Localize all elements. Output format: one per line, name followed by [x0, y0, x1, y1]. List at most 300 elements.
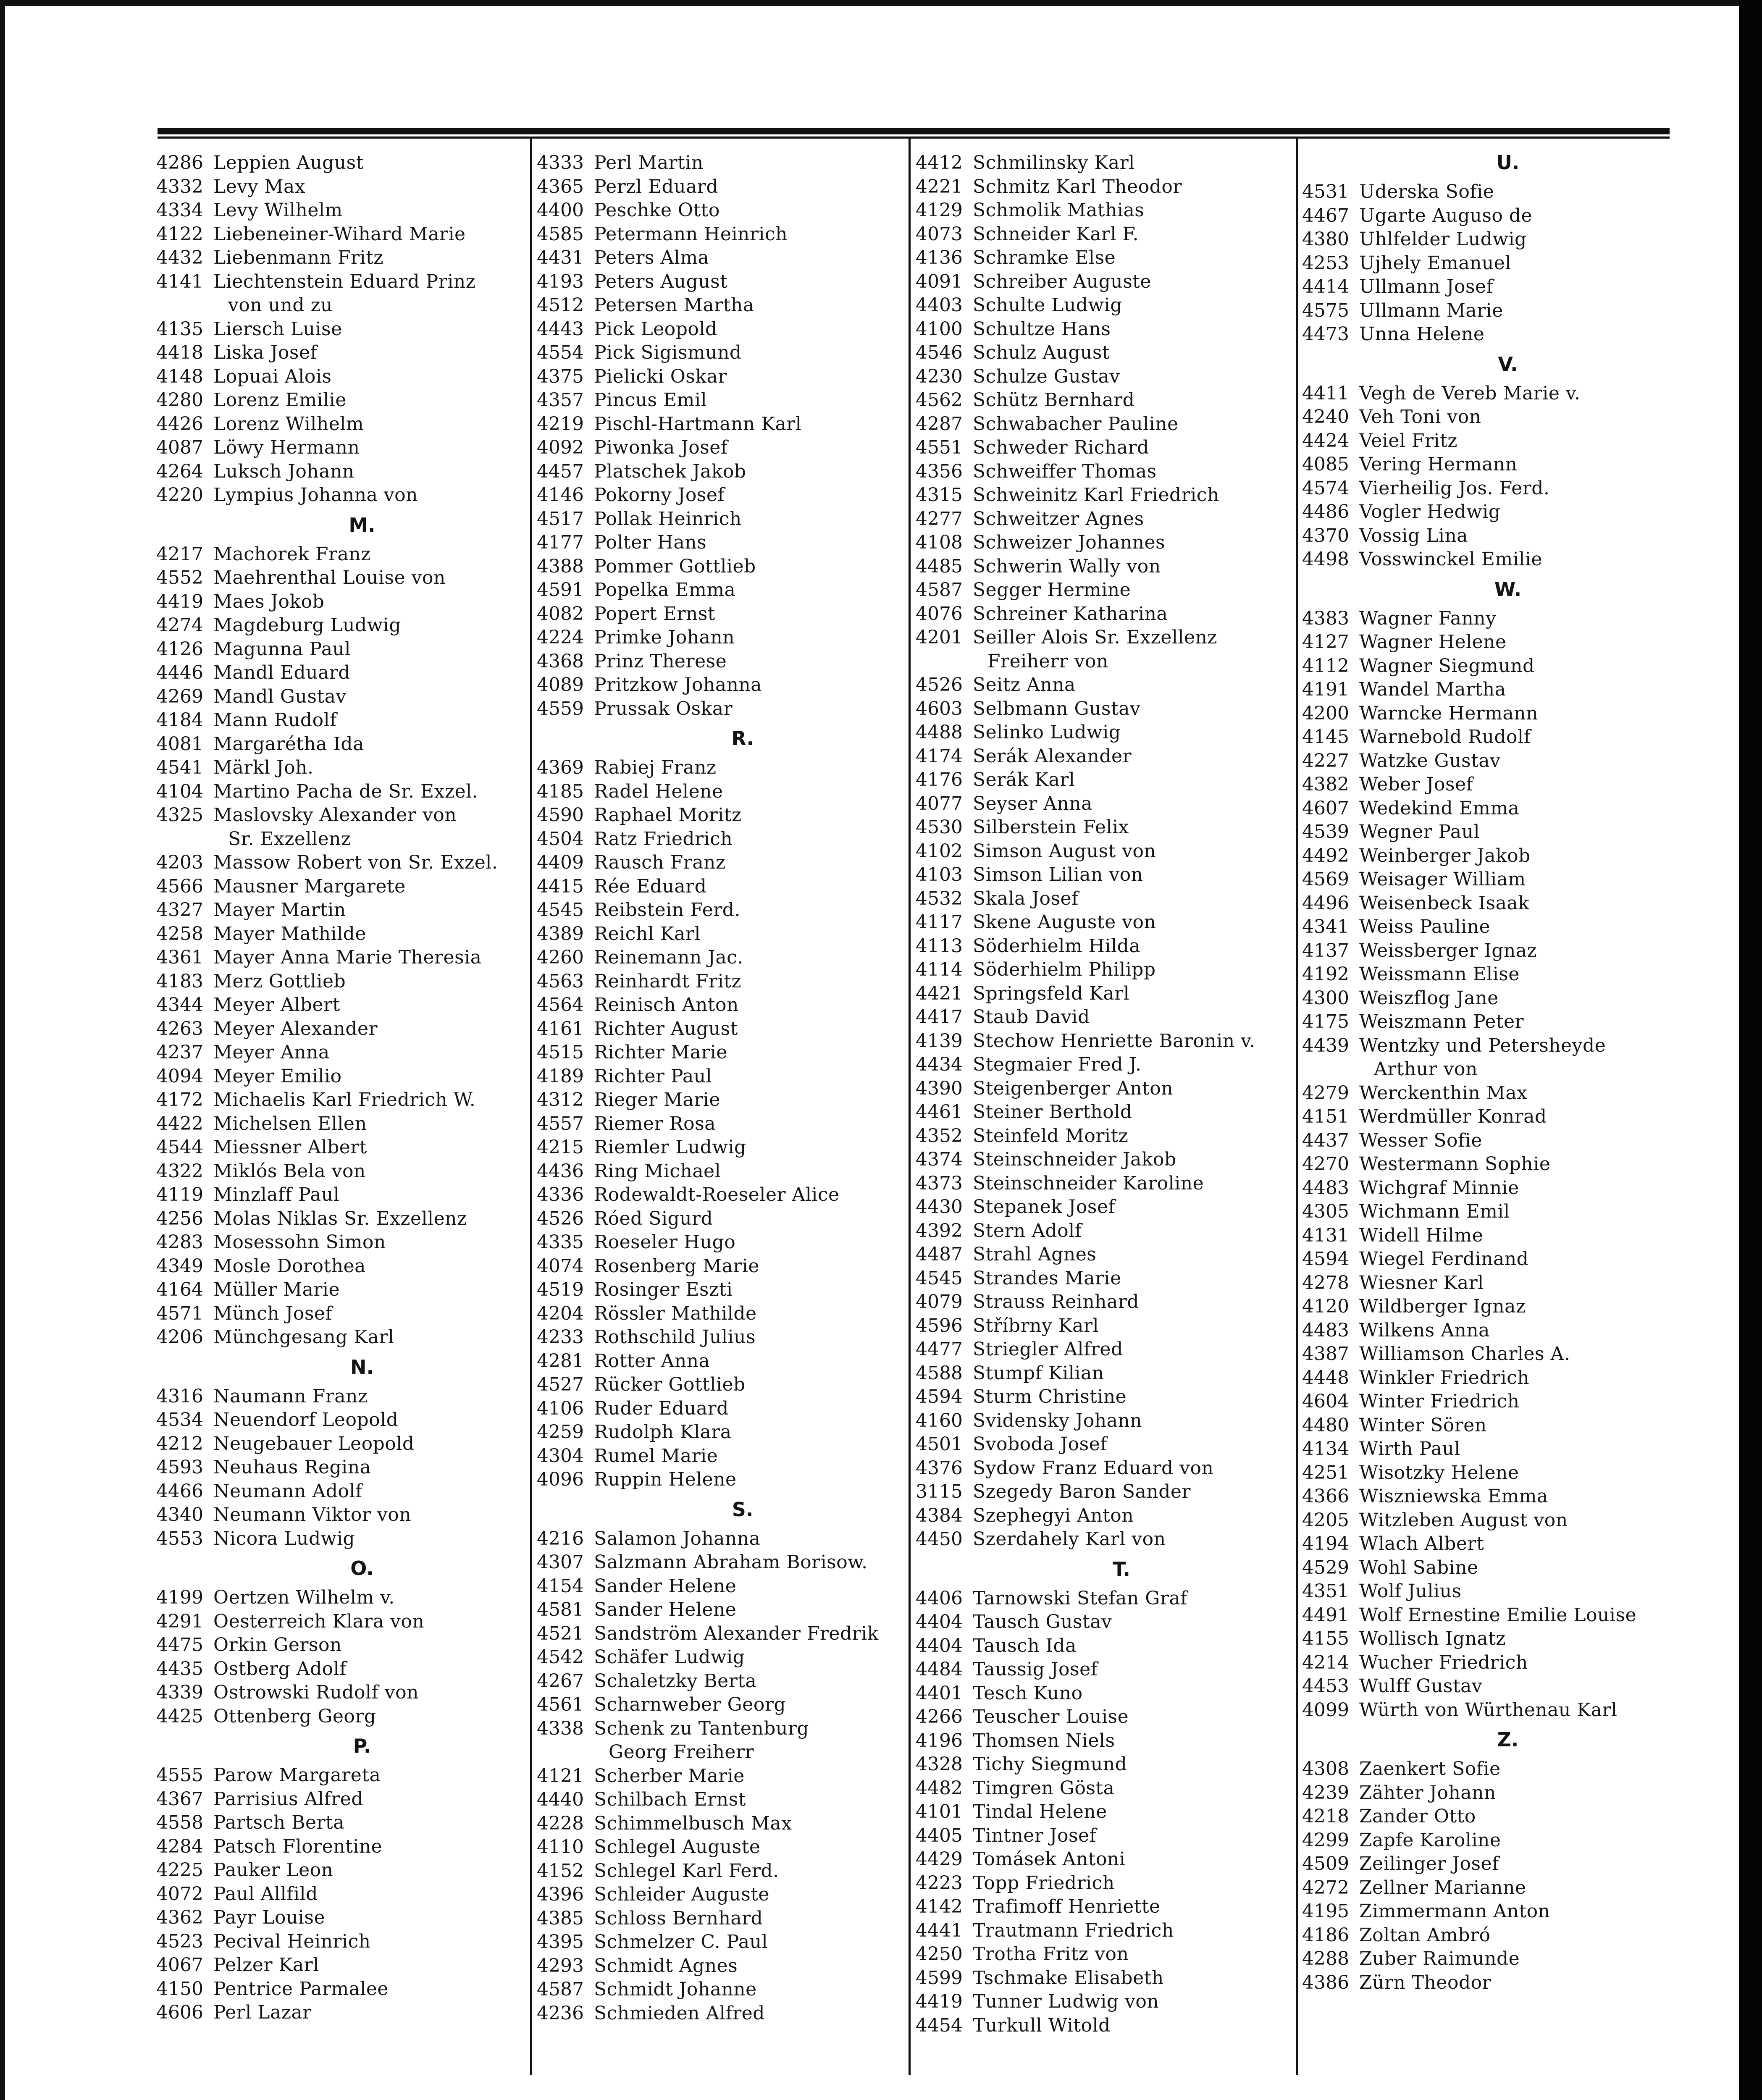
entry-name: Schenk zu Tantenburg	[594, 1717, 809, 1739]
entry-name-block	[213, 1041, 526, 1065]
entry-name-continuation: Sr. Exzellenz	[228, 828, 351, 850]
entry-number: 4384	[916, 1504, 963, 1526]
directory-entry	[916, 602, 1285, 626]
entry-name-block	[594, 555, 906, 579]
directory-entry	[1302, 1900, 1672, 1924]
entry-name-block	[973, 270, 1285, 294]
entry-name: Naumann Franz	[213, 1385, 368, 1407]
entry-name-block	[973, 151, 1285, 175]
entry-number: 4453	[1302, 1675, 1349, 1697]
entry-name: Liechtenstein Eduard Prinz	[213, 270, 476, 292]
entry-name-block	[594, 803, 906, 827]
directory-entry	[1302, 868, 1672, 892]
entry-number: 4450	[916, 1528, 963, 1550]
entry-name: Steinfeld Moritz	[973, 1125, 1129, 1147]
entry-name-block	[1359, 1129, 1672, 1153]
entry-number: 4184	[156, 709, 203, 731]
entry-name-block	[973, 1942, 1285, 1966]
entry-name-block	[594, 1231, 906, 1255]
entry-name: Schneider Karl F.	[973, 223, 1139, 245]
entry-name: Martino Pacha de Sr. Exzel.	[213, 780, 478, 802]
entry-name: Ruder Eduard	[594, 1397, 729, 1419]
entry-number: 4134	[1302, 1438, 1349, 1460]
directory-entry	[916, 1895, 1285, 1919]
entry-name: Schmelzer C. Paul	[594, 1931, 768, 1953]
entry-number: 4082	[537, 603, 584, 625]
directory-entry	[156, 875, 526, 899]
directory-entry	[1302, 1152, 1672, 1176]
entry-name: Patsch Florentine	[213, 1835, 383, 1857]
entry-number: 4405	[916, 1824, 963, 1846]
directory-column-3	[916, 151, 1285, 2037]
entry-name: Ostberg Adolf	[213, 1658, 347, 1680]
entry-name: Wolf Julius	[1359, 1580, 1462, 1602]
directory-entry	[156, 151, 526, 175]
directory-entry	[156, 483, 526, 507]
entry-name: Müller Marie	[213, 1279, 340, 1300]
entry-number: 4101	[916, 1801, 963, 1822]
entry-number: 4085	[1302, 454, 1349, 475]
entry-name: Reinemann Jac.	[594, 947, 743, 968]
directory-entry	[916, 246, 1285, 270]
entry-name-block	[1359, 1805, 1672, 1829]
entry-number: 4517	[537, 508, 584, 530]
directory-entry	[537, 626, 906, 650]
entry-name: Stříbrny Karl	[973, 1315, 1099, 1336]
directory-entry	[156, 685, 526, 709]
entry-name-block	[594, 650, 906, 674]
entry-name: Skene Auguste von	[973, 911, 1156, 933]
entry-name: Zürn Theodor	[1359, 1971, 1492, 1993]
entry-number: 4607	[1302, 797, 1349, 819]
entry-number: 4223	[916, 1872, 963, 1894]
entry-name-block	[1359, 323, 1672, 346]
entry-name-block	[594, 1978, 906, 2002]
entry-name: Peters Alma	[594, 247, 709, 268]
entry-name: Szephegyi Anton	[973, 1504, 1134, 1526]
entry-name-block	[1359, 1485, 1672, 1509]
directory-entry	[537, 270, 906, 294]
entry-number: 4284	[156, 1835, 203, 1857]
entry-name: Liebeneiner-Wihard Marie	[213, 223, 466, 245]
entry-name: Wandel Martha	[1359, 679, 1506, 700]
entry-number: 4112	[1302, 655, 1349, 677]
entry-name-block	[1359, 1852, 1672, 1876]
entry-number: 4136	[916, 247, 963, 268]
entry-name: Schulze Gustav	[973, 365, 1120, 387]
entry-number: 4361	[156, 947, 203, 968]
entry-name-block	[1359, 1947, 1672, 1971]
entry-number: 4196	[916, 1730, 963, 1751]
entry-name: Vossig Lina	[1359, 525, 1468, 546]
directory-entry	[1302, 1414, 1672, 1438]
entry-name: Schleider Auguste	[594, 1884, 769, 1905]
entry-name: Seyser Anna	[973, 793, 1092, 814]
entry-name-block	[973, 1682, 1285, 1706]
entry-name-block	[973, 863, 1285, 887]
directory-entry	[916, 578, 1285, 602]
entry-name-block	[1359, 749, 1672, 773]
entry-name-block	[973, 721, 1285, 745]
entry-name-block	[973, 768, 1285, 792]
entry-name: Vogler Hedwig	[1359, 501, 1501, 522]
entry-number: 4429	[916, 1848, 963, 1870]
entry-number: 4604	[1302, 1391, 1349, 1412]
directory-entry	[537, 531, 906, 555]
entry-name: Rodewaldt-Roeseler Alice	[594, 1184, 840, 1205]
directory-entry	[916, 365, 1285, 389]
entry-name: Svidensky Johann	[973, 1410, 1142, 1431]
entry-name-block	[1359, 405, 1672, 429]
entry-name: Leppien August	[213, 152, 364, 173]
directory-entry	[156, 803, 526, 851]
entry-name-continuation: Georg Freiherr	[609, 1741, 754, 1763]
entry-number: 4067	[156, 1954, 203, 1976]
directory-entry	[537, 1717, 906, 1764]
entry-number: 4594	[1302, 1248, 1349, 1270]
entry-number: 4596	[916, 1315, 963, 1336]
entry-number: 4259	[537, 1421, 584, 1443]
entry-number: 4110	[537, 1836, 584, 1858]
entry-name: Timgren Gösta	[973, 1777, 1115, 1799]
entry-number: 4305	[1302, 1201, 1349, 1222]
directory-entry	[1302, 1971, 1672, 1995]
section-letter-heading: T.	[1113, 1557, 1130, 1580]
entry-name-block	[973, 1990, 1285, 2014]
directory-entry	[156, 1255, 526, 1278]
entry-name: Neugebauer Leopold	[213, 1433, 415, 1454]
entry-name-block	[1359, 630, 1672, 654]
entry-name: Pielicki Oskar	[594, 365, 727, 387]
entry-name: Magdeburg Ludwig	[213, 614, 401, 636]
entry-number: 4114	[916, 959, 963, 980]
directory-entry	[916, 1872, 1285, 1895]
directory-entry	[916, 531, 1285, 555]
directory-entry	[537, 1468, 906, 1492]
entry-number: 4073	[916, 223, 963, 245]
entry-name-block	[973, 1729, 1285, 1753]
entry-number: 4425	[156, 1705, 203, 1727]
entry-number: 4515	[537, 1042, 584, 1063]
entry-name-block	[594, 756, 906, 780]
directory-entry	[916, 673, 1285, 697]
entry-name-block	[973, 1587, 1285, 1611]
entry-name: Schmilinsky Karl	[973, 152, 1135, 173]
entry-number: 4545	[537, 899, 584, 921]
entry-number: 4523	[156, 1930, 203, 1952]
entry-name-block	[1359, 820, 1672, 844]
entry-name: Topp Friedrich	[973, 1872, 1115, 1894]
entry-number: 4108	[916, 532, 963, 553]
entry-number: 4552	[156, 567, 203, 588]
entry-name: Richter Marie	[594, 1042, 727, 1063]
directory-entry	[156, 1527, 526, 1551]
entry-number: 4315	[916, 484, 963, 506]
entry-name: Szerdahely Karl von	[973, 1528, 1166, 1550]
directory-entry	[537, 803, 906, 827]
entry-name: Sturm Christine	[973, 1386, 1127, 1407]
entry-name-block	[973, 887, 1285, 911]
directory-entry	[537, 1859, 906, 1883]
entry-name: Pincus Emil	[594, 389, 707, 411]
entry-number: 4096	[537, 1469, 584, 1490]
entry-number: 4501	[916, 1433, 963, 1455]
directory-entry	[537, 1622, 906, 1646]
entry-number: 4220	[156, 484, 203, 506]
directory-entry	[916, 1848, 1285, 1872]
directory-entry	[916, 270, 1285, 294]
entry-number: 4129	[916, 200, 963, 221]
entry-number: 4122	[156, 223, 203, 245]
directory-entry	[537, 697, 906, 721]
entry-number: 4498	[1302, 549, 1349, 570]
entry-number: 4224	[537, 627, 584, 648]
entry-name: Steinschneider Jakob	[973, 1149, 1176, 1170]
entry-name-block	[594, 2002, 906, 2026]
entry-name-block	[213, 1385, 526, 1409]
section-letter-heading: Z.	[1497, 1728, 1519, 1751]
directory-entry	[1302, 1805, 1672, 1829]
entry-name: Taussig Josef	[973, 1659, 1098, 1680]
entry-name-block	[213, 1432, 526, 1456]
entry-name-block	[594, 460, 906, 484]
entry-name-block	[213, 1705, 526, 1729]
entry-name-block	[213, 1527, 526, 1551]
directory-entry	[537, 1575, 906, 1599]
entry-name-block	[213, 685, 526, 709]
directory-entry	[916, 555, 1285, 579]
entry-number: 4251	[1302, 1462, 1349, 1483]
directory-entry	[916, 1658, 1285, 1682]
entry-number: 4152	[537, 1860, 584, 1882]
entry-name: Sandström Alexander Fredrik	[594, 1622, 879, 1644]
entry-number: 4439	[1302, 1034, 1349, 1056]
directory-entry	[156, 1456, 526, 1480]
entry-number: 4534	[156, 1409, 203, 1431]
directory-entry	[537, 1326, 906, 1349]
directory-entry	[537, 1278, 906, 1302]
directory-entry	[537, 1397, 906, 1421]
directory-entry	[537, 1231, 906, 1255]
entry-number: 4117	[916, 911, 963, 933]
entry-number: 4300	[1302, 987, 1349, 1009]
entry-name-block	[1359, 1461, 1672, 1485]
entry-name-block	[973, 1409, 1285, 1433]
entry-name-block	[213, 412, 526, 436]
entry-number: 4551	[916, 437, 963, 458]
entry-number: 4260	[537, 947, 584, 968]
entry-name-block	[213, 1610, 526, 1634]
entry-name: Stumpf Kilian	[973, 1362, 1104, 1384]
entry-name-block	[973, 2014, 1285, 2038]
entry-name-block	[213, 590, 526, 614]
entry-number: 4281	[537, 1350, 584, 1372]
entry-name-block	[973, 412, 1285, 436]
entry-name-block	[1359, 1698, 1672, 1722]
section-letter-heading: R.	[731, 727, 754, 750]
entry-name-block	[973, 1077, 1285, 1101]
entry-name: Pecival Heinrich	[213, 1930, 371, 1952]
directory-entry	[537, 1812, 906, 1836]
entry-number: 4127	[1302, 631, 1349, 653]
entry-name: Roeseler Hugo	[594, 1231, 736, 1253]
directory-entry	[156, 1302, 526, 1326]
directory-entry	[537, 483, 906, 507]
entry-name-block	[1359, 1176, 1672, 1200]
entry-name: Vosswinckel Emilie	[1359, 549, 1542, 570]
entry-name-block	[594, 1717, 906, 1764]
entry-number: 4349	[156, 1255, 203, 1277]
entry-name-block	[213, 566, 526, 590]
directory-entry	[916, 436, 1285, 460]
entry-number: 4418	[156, 342, 203, 363]
entry-name-block	[213, 341, 526, 365]
entry-name: Rücker Gottlieb	[594, 1374, 746, 1395]
entry-name: Perzl Eduard	[594, 176, 718, 197]
entry-number: 4593	[156, 1457, 203, 1478]
entry-name-block	[594, 1527, 906, 1551]
entry-name-block	[213, 270, 526, 318]
entry-name-block	[213, 1882, 526, 1906]
entry-name-block	[973, 745, 1285, 769]
entry-name-block	[213, 1136, 526, 1160]
directory-entry	[156, 922, 526, 946]
entry-name: Salamon Johanna	[594, 1528, 761, 1549]
entry-number: 4280	[156, 389, 203, 411]
entry-name-block	[213, 1183, 526, 1207]
entry-name-block	[1359, 228, 1672, 252]
directory-entry	[916, 697, 1285, 721]
entry-name: Uhlfelder Ludwig	[1359, 228, 1527, 250]
entry-number: 4373	[916, 1172, 963, 1194]
entry-number: 4562	[916, 389, 963, 411]
entry-number: 4382	[1302, 774, 1349, 795]
entry-name: Serák Alexander	[973, 745, 1132, 767]
directory-entry	[156, 1764, 526, 1788]
entry-number: 4293	[537, 1955, 584, 1977]
directory-entry	[1302, 1876, 1672, 1900]
directory-entry	[1302, 477, 1672, 501]
entry-name: Steiner Berthold	[973, 1101, 1132, 1123]
entry-number: 4545	[916, 1267, 963, 1289]
directory-entry	[156, 851, 526, 875]
entry-name: Rée Eduard	[594, 875, 707, 897]
entry-name-block	[594, 1883, 906, 1907]
entry-number: 4477	[916, 1339, 963, 1360]
entry-name-block	[594, 1646, 906, 1670]
entry-number: 4283	[156, 1231, 203, 1253]
directory-entry	[916, 1480, 1285, 1504]
entry-name: Wagner Fanny	[1359, 607, 1497, 629]
entry-name-block	[973, 1148, 1285, 1172]
directory-entry	[1302, 1271, 1672, 1295]
entry-name: Wagner Helene	[1359, 631, 1507, 653]
entry-name-block	[973, 1219, 1285, 1243]
entry-name: Stegmaier Fred J.	[973, 1054, 1142, 1075]
entry-number: 4228	[537, 1812, 584, 1834]
entry-number: 4205	[1302, 1509, 1349, 1531]
directory-entry	[1302, 963, 1672, 987]
directory-entry	[1302, 1532, 1672, 1556]
directory-entry	[1302, 453, 1672, 477]
entry-number: 4415	[537, 875, 584, 897]
entry-name: Silberstein Felix	[973, 816, 1129, 838]
entry-name: Riemer Rosa	[594, 1113, 716, 1134]
entry-number: 4603	[916, 698, 963, 719]
entry-name-block	[973, 1314, 1285, 1338]
entry-name-block	[594, 1397, 906, 1421]
entry-name: Tichy Siegmund	[973, 1754, 1127, 1775]
entry-name: Seitz Anna	[973, 674, 1076, 696]
entry-number: 4365	[537, 176, 584, 197]
entry-number: 4200	[1302, 702, 1349, 724]
entry-name-block	[213, 246, 526, 270]
entry-number: 4461	[916, 1101, 963, 1123]
entry-number: 4119	[156, 1184, 203, 1205]
entry-number: 4527	[537, 1374, 584, 1395]
entry-name-block	[973, 958, 1285, 982]
entry-name-block	[594, 1041, 906, 1065]
directory-entry	[916, 151, 1285, 175]
entry-name-block	[1359, 1556, 1672, 1580]
entry-name-block	[213, 638, 526, 662]
entry-number: 4414	[1302, 276, 1349, 297]
directory-entry	[1302, 1319, 1672, 1343]
directory-entry	[1302, 607, 1672, 631]
directory-entry	[156, 223, 526, 247]
directory-entry	[1302, 1947, 1672, 1971]
directory-entry	[1302, 1461, 1672, 1485]
entry-name: Schwerin Wally von	[973, 555, 1161, 577]
directory-entry	[156, 1207, 526, 1231]
entry-name-block	[973, 1457, 1285, 1480]
entry-number: 4079	[916, 1291, 963, 1312]
entry-number: 4100	[916, 318, 963, 340]
directory-entry	[537, 578, 906, 602]
directory-entry	[537, 246, 906, 270]
directory-entry	[916, 1005, 1285, 1029]
entry-name: Miessner Albert	[213, 1137, 367, 1158]
entry-name-block	[973, 1504, 1285, 1528]
directory-entry	[916, 1800, 1285, 1824]
entry-name-block	[213, 993, 526, 1017]
entry-number: 4250	[916, 1943, 963, 1965]
entry-name: Salzmann Abraham Borisow.	[594, 1551, 868, 1573]
entry-name: Oesterreich Klara von	[213, 1610, 425, 1632]
entry-name: Schreiner Katharina	[973, 603, 1168, 625]
entry-number: 4258	[156, 923, 203, 945]
entry-number: 4216	[537, 1528, 584, 1549]
entry-number: 4193	[537, 270, 584, 292]
section-letter-heading: W.	[1494, 578, 1522, 601]
entry-name-block	[213, 1326, 526, 1349]
directory-entry	[916, 175, 1285, 199]
entry-name: Popert Ernst	[594, 603, 715, 625]
entry-number: 4559	[537, 698, 584, 719]
entry-name-block	[594, 827, 906, 851]
entry-name: Rabiej Franz	[594, 757, 717, 778]
entry-name-block	[1359, 524, 1672, 548]
directory-entry	[537, 922, 906, 946]
directory-entry	[1302, 678, 1672, 702]
entry-name-block	[973, 1029, 1285, 1053]
directory-entry	[1302, 1556, 1672, 1580]
entry-name-block	[1359, 275, 1672, 299]
entry-name-block	[213, 1811, 526, 1835]
directory-entry	[1302, 749, 1672, 773]
entry-name-block	[973, 223, 1285, 247]
directory-entry	[537, 2002, 906, 2026]
